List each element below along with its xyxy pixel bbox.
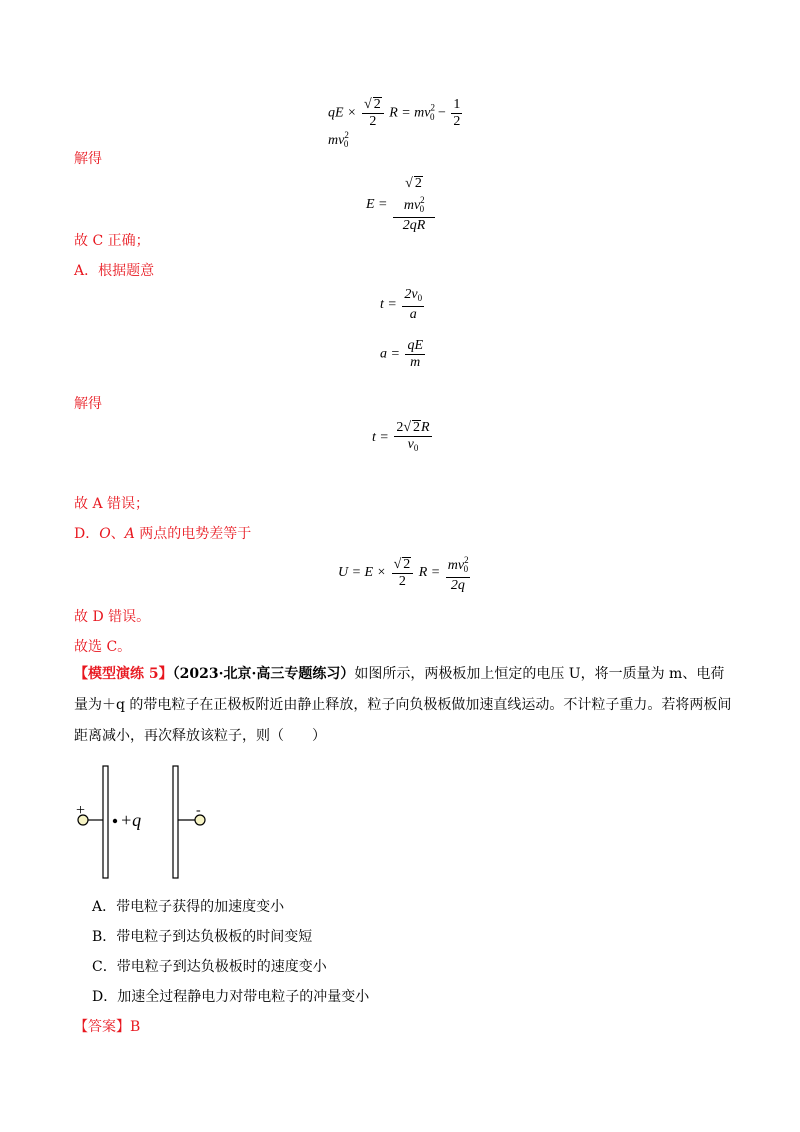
eq5-pre: 2 [396,420,404,435]
eq3-sub: 0 [417,293,423,303]
plus-sign-label: + [76,802,86,819]
eq1-sup: 2 [430,102,436,113]
option-b: B．带电粒子到达负极板的时间变短 [92,929,313,945]
eq6-mid: R = [418,565,441,581]
negative-plate [173,766,178,878]
equation-field [366,176,437,234]
minus-sign-label: - [196,803,201,818]
eq3-den: a [409,307,417,322]
eq2-sqrt: 2 [414,176,422,191]
text-d-label [74,523,251,545]
charge-dot [113,819,117,823]
eq6-frac [446,552,470,594]
eq1-den: 2 [369,114,377,129]
eq5-sqrt: 2 [413,420,421,435]
eq6-sup: 2 [464,555,469,565]
option-a: A．带电粒子获得的加速度变小 [92,899,285,915]
answer-line [74,1016,140,1038]
eq2-den: 2qR [402,218,426,233]
text-a-label: A．根据题意 [74,263,155,279]
eq3-lhs: t = [380,297,397,313]
eq5-den: v [407,437,414,452]
eq4-frac [405,338,425,371]
eq1-mv: mv [328,133,345,148]
eq2-sup: 2 [420,195,425,205]
eq5-sub: 0 [413,443,419,453]
eq4-lhs: a = [380,346,400,362]
eq1-sup-b: 2 [344,130,349,140]
answer-value: B [130,1019,141,1035]
eq4-den: m [410,355,421,370]
eq6-sqrt-frac: $\frac{√ 2}{2}$ [392,557,414,590]
equation-time-result [372,420,434,456]
eq1-sqrt-frac: $\frac{√ 2}{2}$ [362,97,384,130]
eq2-sub: 0 [419,204,425,214]
eq5-lhs: t = [372,430,389,446]
text-jiede-2: 解得 [74,396,102,412]
d-label-post: 两点的电势差等于 [134,526,252,542]
text-c-correct: 故 C 正确； [74,233,150,249]
eq2-frac: $\frac{√ 2mv^2_0}{2qR}$ [393,176,435,234]
eq1-lhs: qE × [328,105,357,121]
eq5-frac: $\frac{2√ 2R}{v_0}$ [396,420,430,453]
eq3-frac [402,287,424,323]
eq6-den: 2 [398,573,406,589]
positive-plate [103,766,108,878]
capacitor-figure [68,760,228,885]
text-a-wrong: 故 A 错误； [74,496,150,512]
charge-label: +q [120,810,142,830]
text-d-wrong: 故 D 错误。 [74,609,151,625]
d-label-mid: 、 [110,526,125,542]
option-d: D．加速全过程静电力对带电粒子的冲量变小 [92,989,370,1005]
eq1-half-num: 1 [453,97,461,112]
problem-text: 如图所示，两极板加上恒定的电压 U，将一质量为 m、电荷量为＋q 的带电粒子在正极板附近由静止释放，粒子向负极板做加速直线运动。不计粒子重力。若将两板间距离减小，再次释放该粒子，则（ ） [74,666,732,744]
text-jiede-1: 解得 [74,151,102,167]
d-label-a: A [124,526,135,542]
eq1-half [451,97,462,130]
eq2-lhs: E = [366,197,388,213]
eq6-lhs: U = E × [338,565,387,581]
eq2-num-rest: mv [403,198,421,213]
eq1-minus: − [434,105,450,121]
text-choose-c: 故选 C。 [74,639,132,655]
eq6-sqrt: 2 [403,556,411,572]
d-label-o: O [99,526,111,542]
equation-time [380,287,426,323]
eq4-num: qE [407,338,424,353]
eq1-sqrt-num: 2 [373,97,381,112]
problem-stem [74,659,734,752]
eq5-rest: R [421,420,430,435]
eq6-num: mv [447,558,465,573]
eq1-rest: R = mv [389,105,431,121]
eq1-half-den: 2 [453,114,461,129]
equation-accel [380,338,427,371]
equation-energy [328,97,485,149]
eq3-num: 2v [404,287,418,302]
problem-tag: 【模型演练 5】 [74,666,173,682]
eq1-sub-b: 0 [343,139,349,149]
eq6-den2: 2q [450,578,465,593]
equation-potential [338,552,472,594]
option-c: C．带电粒子到达负极板时的速度变小 [92,959,327,975]
d-label-pre: D． [74,526,100,542]
eq6-sub: 0 [463,564,469,574]
problem-source: （2023·北京·高三专题练习） [172,666,355,682]
answer-label: 【答案】 [74,1019,130,1035]
eq1-sub: 0 [430,111,435,122]
